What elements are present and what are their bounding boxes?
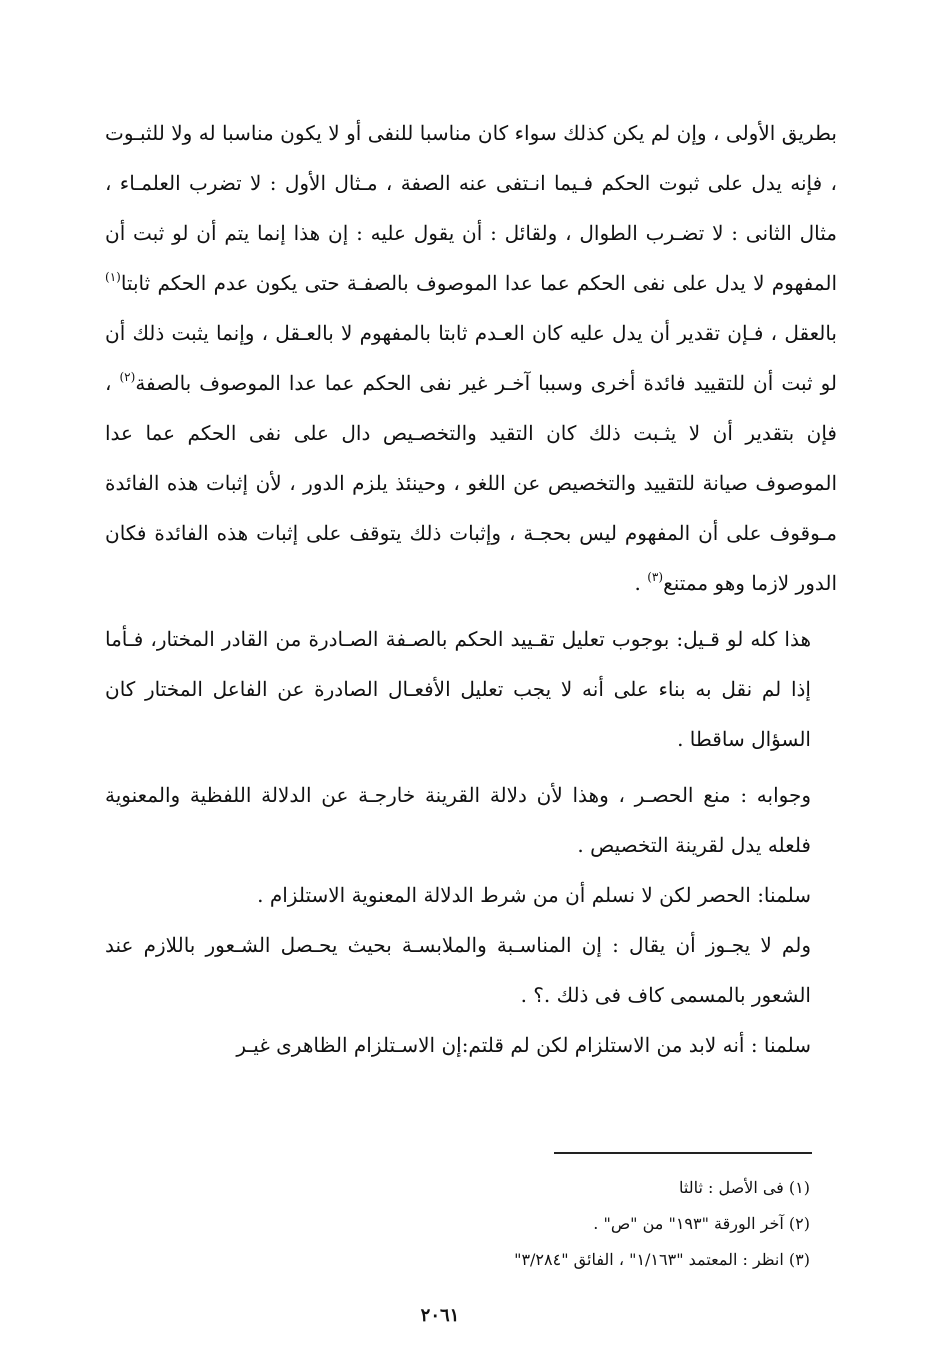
footnote-2: (٢) آخر الورقة "١٩٣" من "ص" .	[593, 1214, 810, 1233]
footnote-3: (٣) انظر : المعتمد "١/١٦٣" ، الفائق "٣/٢٨٤"	[514, 1250, 810, 1269]
footnote-ref-2: (٢)	[119, 370, 136, 384]
paragraph-1-part-3: ، فإن بتقدير أن لا يثـبت ذلك كان التقيد والتخصـيص دال على نفى الحكم عما عدا الموصوف صيانة للتقييد والتخصيص عن اللغو ، وحينئذ يلزم الدور ، لأن إثبات هذه الفائدة مـوقوف على أن المفهوم ليس بحجـة ، وإثبات ذلك يتوقف على إثبات هذه الفائدة فكان الدور لازما وهو ممتنع	[105, 371, 837, 595]
paragraph-6: سلمنا : أنه لابد من الاستلزام لكن لم قلتم:إن الاسـتلزام الظاهرى غيـر	[236, 1033, 811, 1057]
paragraph-3: وجوابه : منع الحصـر ، وهذا لأن دلالة القرينة خارجـة عن الدلالة اللفظية والمعنوية فلعله يدل لقرينة التخصيص .	[105, 783, 811, 857]
paragraph-5: ولم لا يجـوز أن يقال : إن المناسـبة والملابسـة بحيث يحـصل الشـعور باللازم عند الشعور بالمسمى كاف فى ذلك .؟ .	[105, 933, 811, 1007]
footnote-ref-1: (١)	[105, 270, 121, 284]
footnote-ref-3: (٣)	[647, 570, 664, 584]
paragraph-4: سلمنا: الحصر لكن لا نسلم أن من شرط الدلالة المعنوية الاستلزام .	[257, 883, 811, 907]
footnote-divider	[554, 1152, 812, 1154]
page-number: ٢٠٦١	[420, 1305, 460, 1326]
footnote-1: (١) فى الأصل : ثالثا	[679, 1178, 810, 1197]
paragraph-2: هذا كله لو قـيل: بوجوب تعليل تقـييد الحكم بالصـفة الصـادرة من القادر المختار، فـأما إذا لم نقل به بناء على أنه لا يجب تعليل الأفعـال الصادرة عن الفاعل المختار كان السؤال ساقطا .	[105, 627, 811, 751]
paragraph-1-part-4: .	[634, 571, 648, 595]
paragraph-1	[105, 108, 837, 608]
paragraph-1-part-1: بطريق الأولى ، وإن لم يكن كذلك سواء كان مناسبا للنفى أو لا يكون مناسبا له ولا للثبـوت ، فإنه يدل على ثبوت الحكم فـيما انـتفى عنه الصفة ، مـثال الأول : لا تضرب العلمـاء ، مثال الثانى : لا تضـرب الطوال ، ولقائل : أن يقول عليه : إن هذا إنما يتم أن لو ثبت أن المفهوم لا يدل على نفى الحكم عما عدا الموصوف بالصفـة حتى يكون عدم الحكم ثابتا	[105, 121, 837, 295]
main-text	[105, 108, 837, 1070]
paragraph-1-part-2: بالعقل ، فـإن تقدير أن يدل عليه كان العـدم ثابتا بالمفهوم لا بالعـقل ، وإنما يثبت ذلك أن لو ثبت أن للتقييد فائدة أخرى وسببا آخـر غير نفى الحكم عما عدا الموصوف بالصفة	[105, 321, 838, 395]
footnotes	[120, 1170, 810, 1278]
